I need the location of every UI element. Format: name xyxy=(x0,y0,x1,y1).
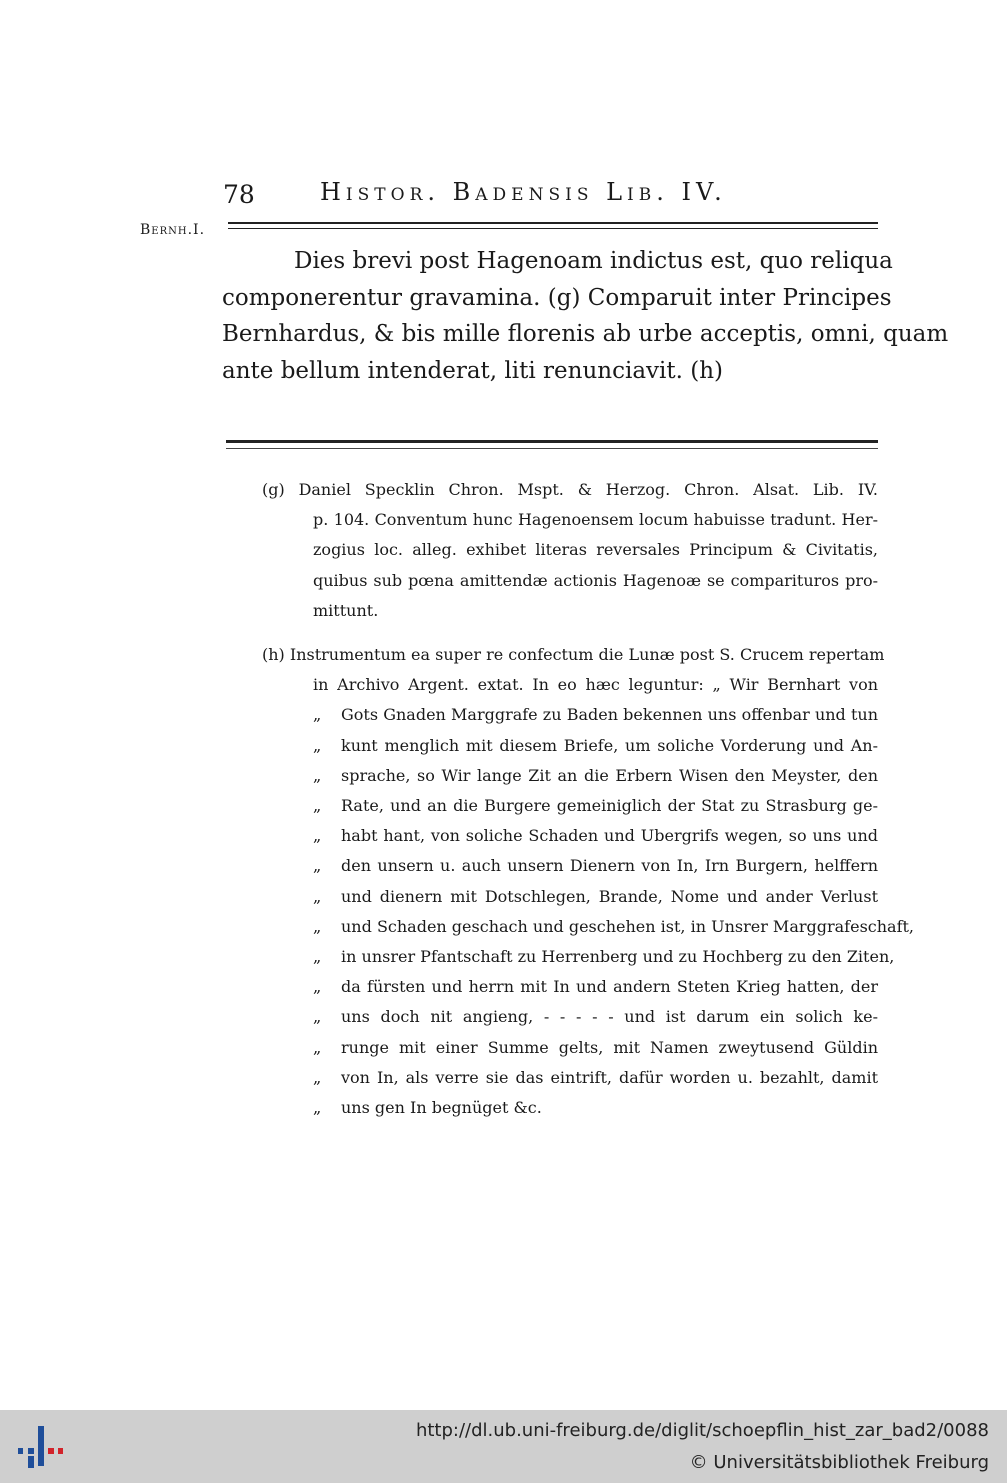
quotation-mark: „ xyxy=(313,826,322,846)
copyright-notice: © Universitätsbibliothek Freiburg xyxy=(689,1452,989,1473)
footer-bar xyxy=(0,1410,1007,1483)
quotation-mark: „ xyxy=(313,705,322,725)
footnote-line: quibus sub pœna amittendæ actionis Hagenoæ se comparituros pro- xyxy=(313,570,878,590)
quoted-line xyxy=(262,882,878,912)
quoted-text: in unsrer Pfantschaft zu Herrenberg und zu Hochberg zu den Ziten, xyxy=(341,947,895,967)
quoted-text: sprache, so Wir lange Zit an die Erbern Wisen den Meyster, den xyxy=(341,765,878,785)
main-line: Bernhardus, & bis mille florenis ab urbe acceptis, omni, quam xyxy=(222,321,949,347)
quoted-text: und Schaden geschach und geschehen ist, in Unsrer Marggrafeschaft, xyxy=(341,916,915,936)
ub-freiburg-logo-icon xyxy=(14,1422,64,1472)
quoted-text: kunt menglich mit diesem Briefe, um soliche Vorderung und An- xyxy=(341,735,878,755)
footnote-g xyxy=(262,475,878,626)
quoted-text: und dienern mit Dotschlegen, Brande, Nome und ander Verlust xyxy=(341,886,878,906)
quotation-mark: „ xyxy=(313,1067,322,1087)
quoted-text: da fürsten und herrn mit In und andern Steten Krieg hatten, der xyxy=(341,977,878,997)
quotation-mark: „ xyxy=(313,765,322,785)
quoted-line xyxy=(262,972,878,1002)
quoted-line xyxy=(262,791,878,821)
quotation-mark: „ xyxy=(313,796,322,816)
quoted-line xyxy=(262,700,878,730)
quoted-text: Gots Gnaden Marggrafe zu Baden bekennen uns offenbar und tun xyxy=(341,705,878,725)
quoted-text: uns gen In begnüget &c. xyxy=(341,1098,542,1118)
header-rule xyxy=(228,222,878,229)
quoted-text: runge mit einer Summe gelts, mit Namen zweytusend Güldin xyxy=(341,1037,878,1057)
quoted-line xyxy=(262,821,878,851)
quoted-line xyxy=(262,851,878,881)
quotation-mark: „ xyxy=(313,1007,322,1027)
quoted-line xyxy=(262,942,895,972)
footnote-h xyxy=(262,640,915,1123)
quoted-line xyxy=(262,1002,878,1032)
footnote-line: (g) Daniel Specklin Chron. Mspt. & Herzog. Chron. Alsat. Lib. IV. xyxy=(262,480,878,499)
main-line: Dies brevi post Hagenoam indictus est, quo reliqua xyxy=(294,248,893,274)
footnote-separator-rule xyxy=(226,440,878,449)
footnote-line: in Archivo Argent. extat. In eo hæc leguntur: „ Wir Bernhart von xyxy=(313,675,878,695)
quoted-text: uns doch nit angieng, - - - - - und ist darum ein solich ke- xyxy=(341,1007,878,1027)
quoted-text: habt hant, von soliche Schaden und Ubergrifs wegen, so uns und xyxy=(341,826,878,846)
quotation-mark: „ xyxy=(313,977,322,997)
quoted-line xyxy=(262,1093,878,1123)
margin-note: Bernh.I. xyxy=(140,222,206,238)
source-url[interactable]: http://dl.ub.uni-freiburg.de/diglit/schoepflin_hist_zar_bad2/0088 xyxy=(415,1420,989,1441)
quotation-mark: „ xyxy=(313,1098,322,1118)
footnote-line: (h) Instrumentum ea super re confectum die Lunæ post S. Crucem repertam xyxy=(262,645,885,664)
quotation-mark: „ xyxy=(313,886,322,906)
quotation-mark: „ xyxy=(313,1037,322,1057)
running-title: Histor. Badensis Lib. IV. xyxy=(320,178,727,206)
quoted-line xyxy=(262,1063,878,1093)
quoted-text: Rate, und an die Burgere gemeiniglich der Stat zu Strasburg ge- xyxy=(341,796,878,816)
quoted-document xyxy=(262,700,915,1123)
quoted-line xyxy=(262,1033,878,1063)
quoted-text: von In, als verre sie das eintrift, dafür worden u. bezahlt, damit xyxy=(341,1067,878,1087)
page-number: 78 xyxy=(223,180,255,209)
quoted-line xyxy=(262,761,878,791)
main-text xyxy=(222,243,949,389)
quotation-mark: „ xyxy=(313,916,322,936)
main-line: componerentur gravamina. (g) Comparuit inter Principes xyxy=(222,284,892,311)
footnote-line: p. 104. Conventum hunc Hagenoensem locum habuisse tradunt. Her- xyxy=(313,510,878,530)
quoted-line xyxy=(262,912,915,942)
quotation-mark: „ xyxy=(313,735,322,755)
quoted-line xyxy=(262,731,878,761)
quotation-mark: „ xyxy=(313,947,322,967)
footnote-line: zogius loc. alleg. exhibet literas reversales Principum & Civitatis, xyxy=(313,540,878,560)
quotation-mark: „ xyxy=(313,856,322,876)
footnote-line: mittunt. xyxy=(313,600,379,620)
quoted-text: den unsern u. auch unsern Dienern von In, Irn Burgern, helffern xyxy=(341,856,878,876)
main-line: ante bellum intenderat, liti renunciavit. (h) xyxy=(222,357,724,384)
